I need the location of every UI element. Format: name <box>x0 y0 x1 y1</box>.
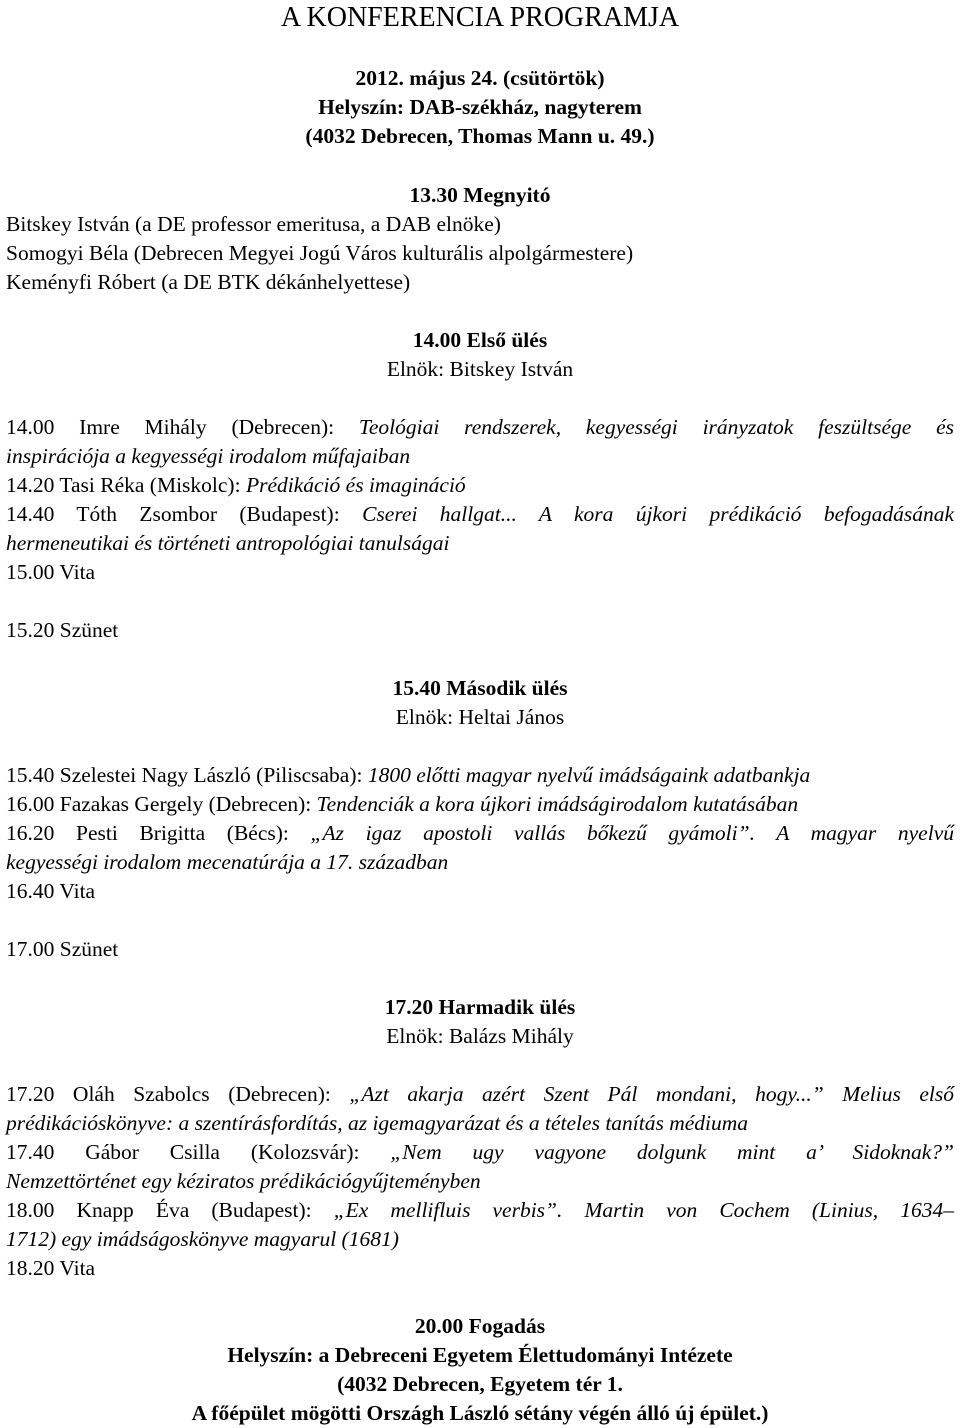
talk-time-speaker: 14.00 Imre Mihály (Debrecen): <box>6 415 359 439</box>
session2-talk-1 <box>6 761 954 790</box>
talk-title-cont: prédikációskönyve: a szentírásfordítás, az igemagyarázat és a tételes tanítás médiuma <box>6 1111 749 1135</box>
session3-heading: 17.20 Harmadik ülés <box>384 995 576 1019</box>
talk-time-speaker: 14.40 Tóth Zsombor (Budapest): <box>6 502 363 526</box>
talk-time-speaker: 18.00 Knapp Éva (Budapest): <box>6 1198 334 1222</box>
talk-time-speaker: 14.20 Tasi Réka (Miskolc): <box>6 473 246 497</box>
session1-talk-1 <box>6 413 954 442</box>
session1-chair: Elnök: Bitskey István <box>386 357 574 381</box>
talk-time-speaker: 16.00 Fazakas Gergely (Debrecen): <box>6 792 317 816</box>
talk-title: Prédikáció és imagináció <box>245 473 466 497</box>
talk-title: Teológiai rendszerek, kegyességi irányzatok feszültsége és <box>358 415 954 439</box>
session2-heading: 15.40 Második ülés <box>392 676 568 700</box>
session1-discussion: 15.00 Vita <box>6 560 96 584</box>
talk-title: Tendenciák a kora újkori imádságirodalom kutatásában <box>316 792 799 816</box>
session1-talk-1-cont <box>6 442 954 471</box>
talk-title: „Nem ugy vagyone dolgunk mint a’ Sidoknak?” <box>390 1140 954 1164</box>
talk-title: „Az igaz apostoli vallás bőkezű gyámoli”. A magyar nyelvű <box>310 821 954 845</box>
session3-discussion: 18.20 Vita <box>6 1256 96 1280</box>
session2-chair: Elnök: Heltai János <box>395 705 565 729</box>
page-title: A KONFERENCIA PROGRAMJA <box>280 2 680 33</box>
session1-break: 15.20 Szünet <box>6 618 119 642</box>
session3-chair: Elnök: Balázs Mihály <box>386 1024 574 1048</box>
talk-time-speaker: 17.40 Gábor Csilla (Kolozsvár): <box>6 1140 391 1164</box>
event-venue: Helyszín: DAB-székház, nagyterem <box>318 95 642 119</box>
session1-talk-3-cont <box>6 529 954 558</box>
reception-heading: 20.00 Fogadás <box>414 1314 546 1338</box>
event-address: (4032 Debrecen, Thomas Mann u. 49.) <box>305 124 655 148</box>
talk-title-cont: Nemzettörténet egy kéziratos prédikációgyűjteményben <box>6 1169 481 1193</box>
session3-talk-3 <box>6 1196 954 1225</box>
talk-title: 1800 előtti magyar nyelvű imádságaink adatbankja <box>367 763 811 787</box>
talk-title: „Ex mellifluis verbis”. Martin von Cochem (Linius, 1634– <box>333 1198 954 1222</box>
talk-time-speaker: 16.20 Pesti Brigitta (Bécs): <box>6 821 311 845</box>
opening-speaker: Bitskey István (a DE professor emeritusa, a DAB elnöke) <box>6 212 501 236</box>
reception-venue: Helyszín: a Debreceni Egyetem Élettudományi Intézete <box>227 1343 733 1367</box>
session2-talk-3 <box>6 819 954 848</box>
session3-talk-2-cont <box>6 1167 954 1196</box>
session2-talk-2 <box>6 790 954 819</box>
opening-speaker: Somogyi Béla (Debrecen Megyei Jogú Város kulturális alpolgármestere) <box>6 241 634 265</box>
talk-title-cont: hermeneutikai és történeti antropológiai tanulságai <box>6 531 450 555</box>
opening-heading: 13.30 Megnyitó <box>409 183 551 207</box>
talk-title-cont: kegyességi irodalom mecenatúrája a 17. században <box>6 850 449 874</box>
session3-talk-1-cont <box>6 1109 954 1138</box>
session3-talk-1 <box>6 1080 954 1109</box>
session1-talk-3 <box>6 500 954 529</box>
session3-talk-3-cont <box>6 1225 954 1254</box>
reception-address: (4032 Debrecen, Egyetem tér 1. <box>337 1372 623 1396</box>
session2-discussion: 16.40 Vita <box>6 879 96 903</box>
talk-title-cont: inspirációja a kegyességi irodalom műfajaiban <box>6 444 411 468</box>
event-date: 2012. május 24. (csütörtök) <box>355 66 605 90</box>
opening-speaker: Keményfi Róbert (a DE BTK dékánhelyettese) <box>6 270 411 294</box>
talk-title: Cserei hallgat... A kora újkori prédikáció befogadásának <box>362 502 954 526</box>
session2-break: 17.00 Szünet <box>6 937 119 961</box>
session1-heading: 14.00 Első ülés <box>412 328 548 352</box>
talk-time-speaker: 17.20 Oláh Szabolcs (Debrecen): <box>6 1082 350 1106</box>
talk-title-cont: 1712) egy imádságoskönyve magyarul (1681) <box>6 1227 399 1251</box>
talk-time-speaker: 15.40 Szelestei Nagy László (Piliscsaba): <box>6 763 368 787</box>
talk-title: „Azt akarja azért Szent Pál mondani, hogy...” Melius első <box>349 1082 954 1106</box>
session2-talk-3-cont <box>6 848 954 877</box>
reception-directions: A főépület mögötti Országh László sétány végén álló új épület.) <box>191 1401 769 1425</box>
session1-talk-2 <box>6 471 954 500</box>
session3-talk-2 <box>6 1138 954 1167</box>
